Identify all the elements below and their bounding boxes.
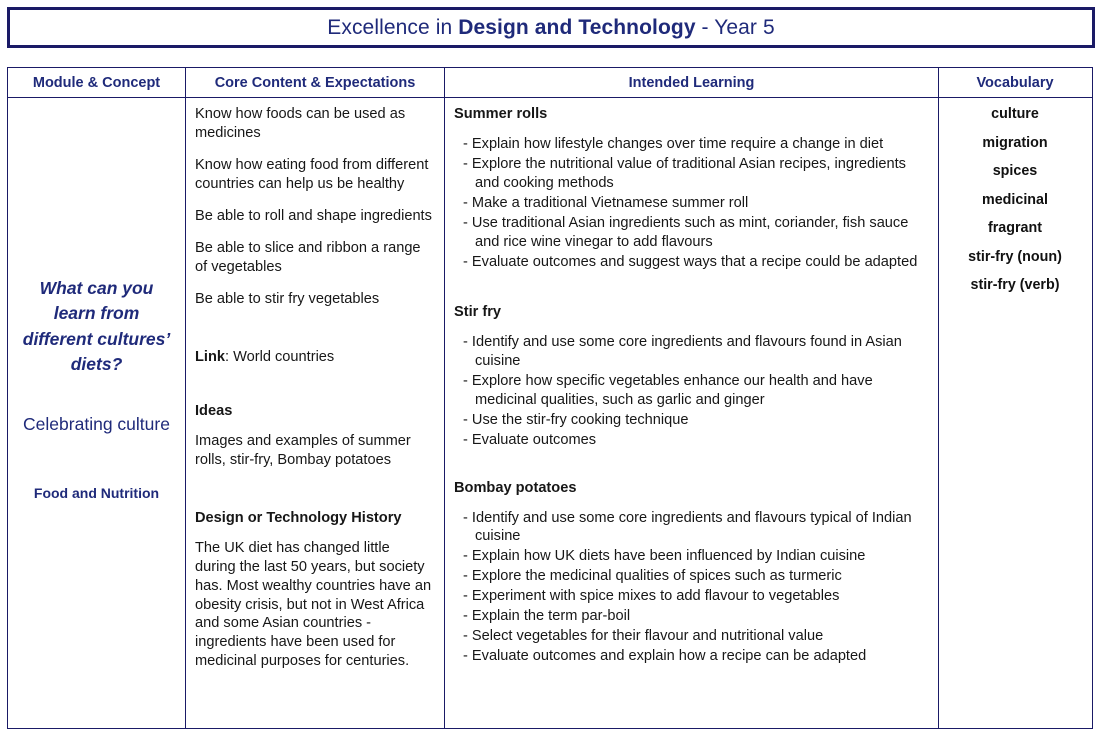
core-history-text: The UK diet has changed little during the last 50 years, but society has. Most wealthy countries have an obesity crisis, but not in West Africa and some Asian countries - ingredients have been used for medicinal purposes for centuries. [195, 539, 432, 670]
table-header-row [8, 68, 1092, 98]
learning-bullet-list [454, 135, 926, 272]
learning-bullet: - Explain the term par-boil [463, 608, 631, 625]
page-title [327, 16, 775, 40]
learning-bullet: - Make a traditional Vietnamese summer roll [463, 194, 749, 211]
spacer [195, 483, 434, 509]
learning-bullet: - Explore the nutritional value of traditional Asian recipes, ingredients and cooking methods [463, 155, 906, 191]
learning-bullet: - Experiment with spice mixes to add flavour to vegetables [463, 588, 840, 605]
learning-bullet: - Select vegetables for their flavour and nutritional value [463, 628, 824, 645]
learning-bullet: - Explain how UK diets have been influenced by Indian cuisine [463, 548, 866, 565]
core-ideas-heading: Ideas [195, 402, 233, 419]
column-header-module-concept: Module & Concept [8, 68, 186, 97]
learning-bullet: - Identify and use some core ingredients and flavours typical of Indian cuisine [463, 509, 912, 545]
concept-theme: Celebrating culture [23, 413, 170, 434]
learning-section-heading: Stir fry [454, 303, 502, 320]
page-title-box [7, 7, 1095, 48]
learning-section-heading: Bombay potatoes [454, 479, 577, 496]
learning-section-bombay-potatoes [454, 479, 926, 667]
learning-bullet: - Identify and use some core ingredients and flavours found in Asian cuisine [463, 333, 902, 369]
spacer [195, 380, 434, 402]
core-link-label: Link [195, 348, 225, 365]
spacer [195, 322, 434, 348]
core-ideas-text: Images and examples of summer rolls, stir-fry, Bombay potatoes [195, 432, 411, 468]
learning-bullet: - Explore the medicinal qualities of spices such as turmeric [463, 568, 842, 585]
vocabulary-word: spices [992, 163, 1038, 179]
learning-bullet-list [454, 509, 926, 667]
curriculum-table [7, 67, 1093, 729]
vocabulary-word: stir-fry (verb) [970, 277, 1060, 293]
concept-subject-area: Food and Nutrition [33, 484, 160, 501]
title-prefix: Excellence in [327, 15, 459, 39]
learning-section-stir-fry [454, 303, 926, 450]
column-header-vocabulary: Vocabulary [976, 74, 1054, 91]
spacer [454, 273, 926, 303]
concept-question: What can you learn from different cultures’ diets? [22, 278, 171, 375]
core-link-line [195, 348, 434, 367]
learning-bullet-list [454, 333, 926, 450]
learning-bullet: - Use the stir-fry cooking technique [463, 411, 689, 428]
learning-bullet: - Explore how specific vegetables enhance our health and have medicinal qualities, such as garlic and ginger [463, 372, 873, 408]
column-header-intended-learning: Intended Learning [445, 68, 939, 97]
cell-module-concept [8, 98, 186, 728]
cell-intended-learning [445, 98, 939, 728]
cell-core-content [186, 98, 445, 728]
vocabulary-word: migration [982, 134, 1048, 151]
title-suffix: - Year 5 [695, 15, 775, 39]
spacer [454, 451, 926, 479]
column-header-core-content: Core Content & Expectations [186, 68, 445, 97]
core-expectation-item: Know how foods can be used as medicines [195, 106, 406, 141]
learning-section-summer-rolls [454, 105, 926, 272]
vocabulary-word: medicinal [982, 191, 1048, 208]
learning-bullet: - Evaluate outcomes and suggest ways that a recipe could be adapted [463, 253, 918, 270]
cell-vocabulary [939, 98, 1091, 728]
vocabulary-word: culture [991, 106, 1039, 122]
vocabulary-word: fragrant [987, 220, 1043, 236]
table-body-row [8, 98, 1092, 728]
core-history-heading: Design or Technology History [195, 509, 402, 526]
core-expectation-item: Know how eating food from different countries can help us be healthy [195, 156, 429, 192]
core-expectation-item: Be able to roll and shape ingredients [195, 207, 432, 224]
learning-bullet: - Use traditional Asian ingredients such as mint, coriander, fish sauce and rice wine vinegar to add flavours [463, 214, 909, 250]
title-subject: Design and Technology [458, 15, 696, 39]
learning-bullet: - Evaluate outcomes and explain how a recipe can be adapted [463, 648, 867, 665]
vocabulary-word: stir-fry (noun) [968, 248, 1062, 265]
core-expectation-item: Be able to slice and ribbon a range of vegetables [195, 239, 421, 275]
learning-bullet: - Evaluate outcomes [463, 431, 597, 448]
core-expectation-item: Be able to stir fry vegetables [195, 290, 380, 307]
learning-bullet: - Explain how lifestyle changes over time require a change in diet [463, 135, 884, 152]
learning-section-heading: Summer rolls [454, 106, 548, 122]
core-link-text: : World countries [225, 348, 335, 365]
